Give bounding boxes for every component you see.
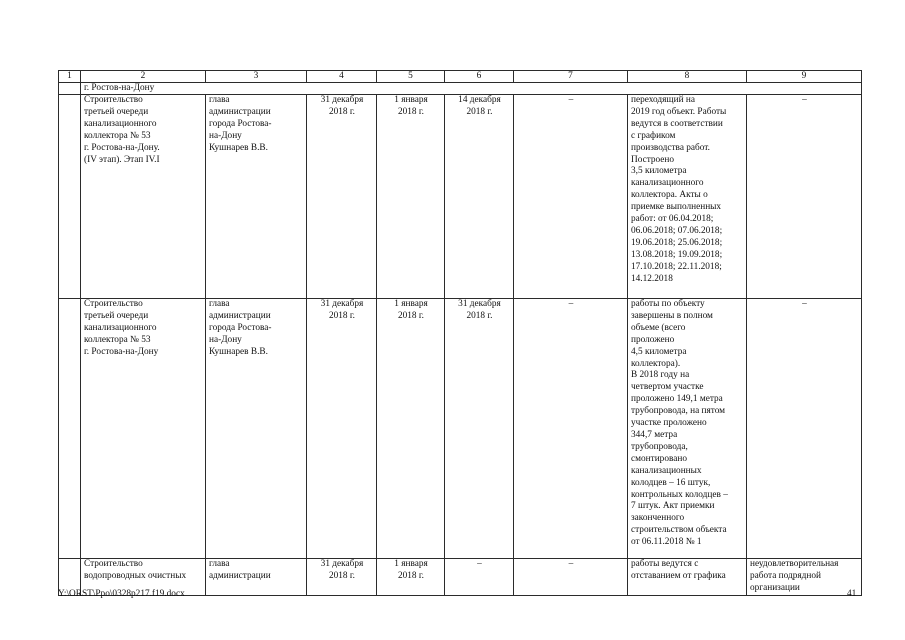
cell-line: В 2018 году на: [631, 370, 690, 381]
planned-date-cell: [307, 299, 377, 559]
cell-line: 31 декабря: [320, 299, 364, 309]
reason-cell: [747, 299, 862, 559]
cell-line: проложено: [631, 334, 675, 345]
cell-line: проложено 149,1 метра: [631, 394, 723, 405]
cell-line: ведутся в соответствии: [631, 118, 723, 129]
cell-line: глава: [209, 299, 230, 309]
cell-line: третьей очереди: [84, 310, 149, 321]
cell-line: на-Дону: [209, 334, 242, 345]
dash-cell: –: [514, 299, 628, 559]
actual-date-cell: [445, 299, 514, 559]
cell-line: контрольных колодцев –: [631, 489, 728, 500]
actual-date-cell: [445, 559, 514, 596]
cell-line: законченного: [631, 513, 685, 524]
actual-date-cell: [445, 95, 514, 299]
planned-date-cell: [307, 559, 377, 596]
cell-line: колодцев – 16 штук,: [631, 477, 711, 488]
column-number: 2: [81, 71, 206, 83]
cell-line: 19.06.2018; 25.06.2018;: [631, 237, 723, 248]
empty-cell: [59, 83, 81, 95]
cell-line: 2018 г.: [397, 570, 424, 581]
planned-date-cell: [307, 95, 377, 299]
cell-line: 2018 г.: [328, 106, 355, 117]
cell-line: трубопровода,: [631, 441, 688, 452]
cell-line: 14 декабря: [458, 95, 501, 105]
cell-line: 1 января: [394, 559, 428, 569]
dash-cell: –: [514, 559, 628, 596]
cell-line: –: [477, 559, 482, 569]
cell-line: объеме (всего: [631, 322, 686, 333]
cell-line: 14.12.2018: [631, 273, 673, 284]
cell-line: 13.08.2018; 19.09.2018;: [631, 249, 723, 260]
object-name-cell: [81, 95, 206, 299]
cell-line: 1 января: [394, 299, 428, 309]
cell-line: коллектора № 53: [84, 334, 151, 345]
cell-line: с графиком: [631, 130, 676, 141]
cell-line: коллектора № 53: [84, 130, 151, 141]
empty-cell: [59, 95, 81, 299]
cell-line: 17.10.2018; 22.11.2018;: [631, 261, 722, 272]
cell-line: канализационного: [84, 322, 157, 333]
empty-cell: [59, 299, 81, 559]
cell-line: канализационного: [84, 118, 157, 129]
cell-line: города Ростова-: [209, 118, 272, 129]
table-row: [59, 95, 862, 299]
column-number: 3: [206, 71, 307, 83]
cell-line: г. Ростова-на-Дону: [84, 346, 159, 357]
cell-line: переходящий на: [631, 95, 695, 105]
cell-line: четвертом участке: [631, 382, 704, 393]
column-number: 1: [59, 71, 81, 83]
cell-line: работы ведутся с: [631, 559, 699, 569]
cell-line: Строительство: [84, 299, 143, 309]
cell-line: Кушнарев В.В.: [209, 346, 268, 357]
cell-line: 31 декабря: [458, 299, 501, 309]
cell-line: Построено: [631, 154, 675, 165]
start-date-cell: [377, 95, 445, 299]
cell-line: организации: [750, 582, 800, 593]
cell-line: 31 декабря: [320, 559, 364, 569]
start-date-cell: [377, 299, 445, 559]
cell-line: 3,5 километра: [631, 166, 687, 177]
object-name-cell: [81, 299, 206, 559]
cell-line: администрации: [209, 106, 271, 117]
responsible-cell: [206, 299, 307, 559]
result-cell: [628, 559, 747, 596]
cell-line: администрации: [209, 570, 271, 581]
cell-line: (IV этап). Этап IV.I: [84, 154, 160, 165]
cell-line: 06.06.2018; 07.06.2018;: [631, 225, 723, 236]
cell-line: 31 декабря: [320, 95, 364, 105]
dash-cell: –: [514, 95, 628, 299]
cell-line: коллектора. Акты о: [631, 190, 708, 201]
responsible-cell: [206, 95, 307, 299]
cell-line: работа подрядной: [750, 570, 821, 581]
cell-line: третьей очереди: [84, 106, 149, 117]
cell-line: 2019 год объект. Работы: [631, 106, 727, 117]
cell-line: 4,5 километра: [631, 346, 687, 357]
column-number: 4: [307, 71, 377, 83]
cell-line: неудовлетворительная: [750, 559, 839, 569]
cell-line: производства работ.: [631, 142, 710, 153]
result-cell: [628, 299, 747, 559]
page-number: 41: [847, 589, 857, 599]
cell-line: администрации: [209, 310, 271, 321]
cell-line: трубопровода, на пятом: [631, 406, 726, 417]
column-number: 5: [377, 71, 445, 83]
cell-line: смонтировано: [631, 453, 687, 464]
result-cell: [628, 95, 747, 299]
column-number-row: [59, 71, 862, 83]
cell-line: коллектора).: [631, 358, 681, 369]
cell-line: канализационного: [631, 178, 704, 189]
column-number: 9: [747, 71, 862, 83]
cell-line: от 06.11.2018 № 1: [631, 537, 702, 548]
column-number: 6: [445, 71, 514, 83]
city-name: г. Ростов-на-Дону: [81, 83, 862, 95]
cell-line: 2018 г.: [328, 570, 355, 581]
cell-line: 2018 г.: [397, 106, 424, 117]
cell-line: 1 января: [394, 95, 428, 105]
cell-line: глава: [209, 95, 230, 105]
cell-line: глава: [209, 559, 230, 569]
start-date-cell: [377, 559, 445, 596]
cell-line: г. Ростова-на-Дону.: [84, 142, 160, 153]
cell-line: 2018 г.: [328, 310, 355, 321]
cell-line: водопроводных очистных: [84, 570, 187, 581]
column-number: 8: [628, 71, 747, 83]
cell-line: строительством объекта: [631, 525, 727, 536]
cell-line: 2018 г.: [397, 310, 424, 321]
city-row: [59, 83, 862, 95]
cell-line: 2018 г.: [466, 106, 493, 117]
file-path-footer: Y:\ORST\Ppo\0328p217.f19.docx: [58, 589, 185, 599]
cell-line: завершены в полном: [631, 310, 713, 321]
column-number: 7: [514, 71, 628, 83]
reason-cell: [747, 559, 862, 596]
cell-line: Строительство: [84, 559, 143, 569]
cell-line: Строительство: [84, 95, 143, 105]
cell-line: отставанием от графика: [631, 570, 726, 581]
cell-line: города Ростова-: [209, 322, 272, 333]
cell-line: –: [802, 95, 807, 105]
cell-line: Кушнарев В.В.: [209, 142, 268, 153]
responsible-cell: [206, 559, 307, 596]
cell-line: участке проложено: [631, 418, 707, 429]
cell-line: работ: от 06.04.2018;: [631, 214, 714, 225]
cell-line: канализационных: [631, 465, 702, 476]
cell-line: на-Дону: [209, 130, 242, 141]
report-table: [58, 70, 862, 596]
table-row: [59, 299, 862, 559]
reason-cell: [747, 95, 862, 299]
cell-line: –: [802, 299, 807, 309]
cell-line: 2018 г.: [466, 310, 493, 321]
cell-line: приемке выполненных: [631, 202, 722, 213]
cell-line: 344,7 метра: [631, 429, 678, 440]
cell-line: 7 штук. Акт приемки: [631, 501, 715, 512]
cell-line: работы по объекту: [631, 299, 705, 309]
